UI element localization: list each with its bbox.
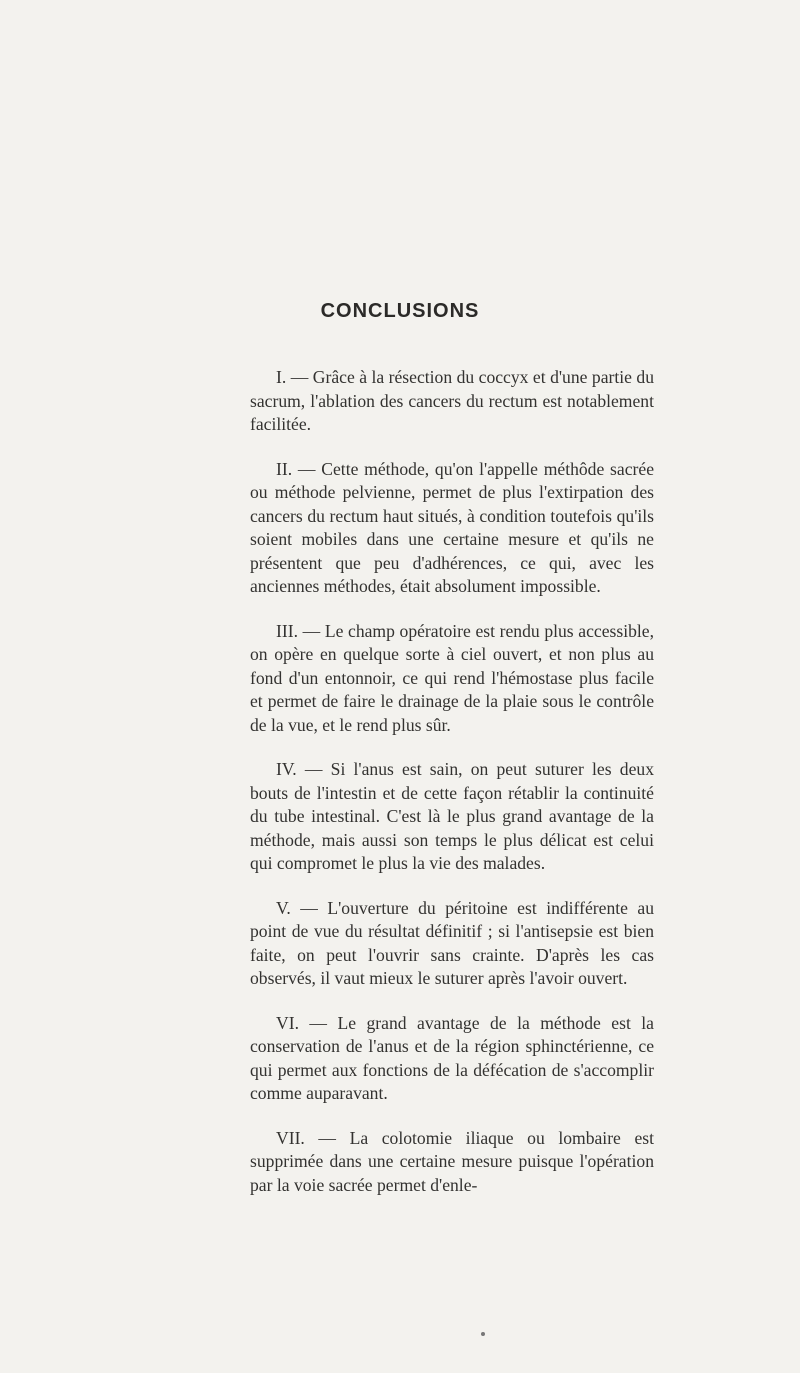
conclusions-list [250, 366, 654, 1218]
conclusion-paragraph-7: VII. — La colotomie iliaque ou lombaire est supprimée dans une certaine mesure puisque l'opération par la voie sacrée permet d'enle- [250, 1127, 654, 1195]
page-title: CONCLUSIONS [320, 300, 480, 322]
conclusion-paragraph-2: II. — Cette méthode, qu'on l'appelle méthôde sacrée ou méthode pelvienne, permet de plus l'extirpation des cancers du rectum haut situés, à condition toutefois qu'ils soient mobiles dans une certaine mesure et qu'ils ne présentent que peu d'adhérences, ce qui, avec les anciennes méthodes, était absolument impossible. [250, 458, 654, 596]
conclusion-paragraph-4: IV. — Si l'anus est sain, on peut suturer les deux bouts de l'intestin et de cette façon rétablir la continuité du tube intestinal. C'est là le plus grand avantage de la méthode, mais aussi son temps le plus délicat est celui qui compromet le plus la vie des malades. [250, 759, 654, 873]
print-speck [481, 1332, 485, 1336]
conclusion-paragraph-1: I. — Grâce à la résection du coccyx et d'une partie du sacrum, l'ablation des cancers du rectum est notablement facilitée. [250, 367, 654, 434]
conclusion-paragraph-6: VI. — Le grand avantage de la méthode est la conservation de l'anus et de la région sphinctérienne, ce qui permet aux fonctions de la défécation de s'accomplir comme auparavant. [250, 1012, 654, 1103]
conclusion-paragraph-3: III. — Le champ opératoire est rendu plus accessible, on opère en quelque sorte à ciel ouvert, et non plus au fond d'un entonnoir, ce qui rend l'hémostase plus facile et permet de faire le drainage de la plaie sous le contrôle de la vue, et le rend plus sûr. [250, 620, 654, 735]
conclusion-paragraph-5: V. — L'ouverture du péritoine est indifférente au point de vue du résultat définitif ; si l'antisepsie est bien faite, on peut l'ouvrir sans crainte. D'après les cas observés, il vaut mieux le suturer après l'avoir ouvert. [250, 897, 654, 988]
